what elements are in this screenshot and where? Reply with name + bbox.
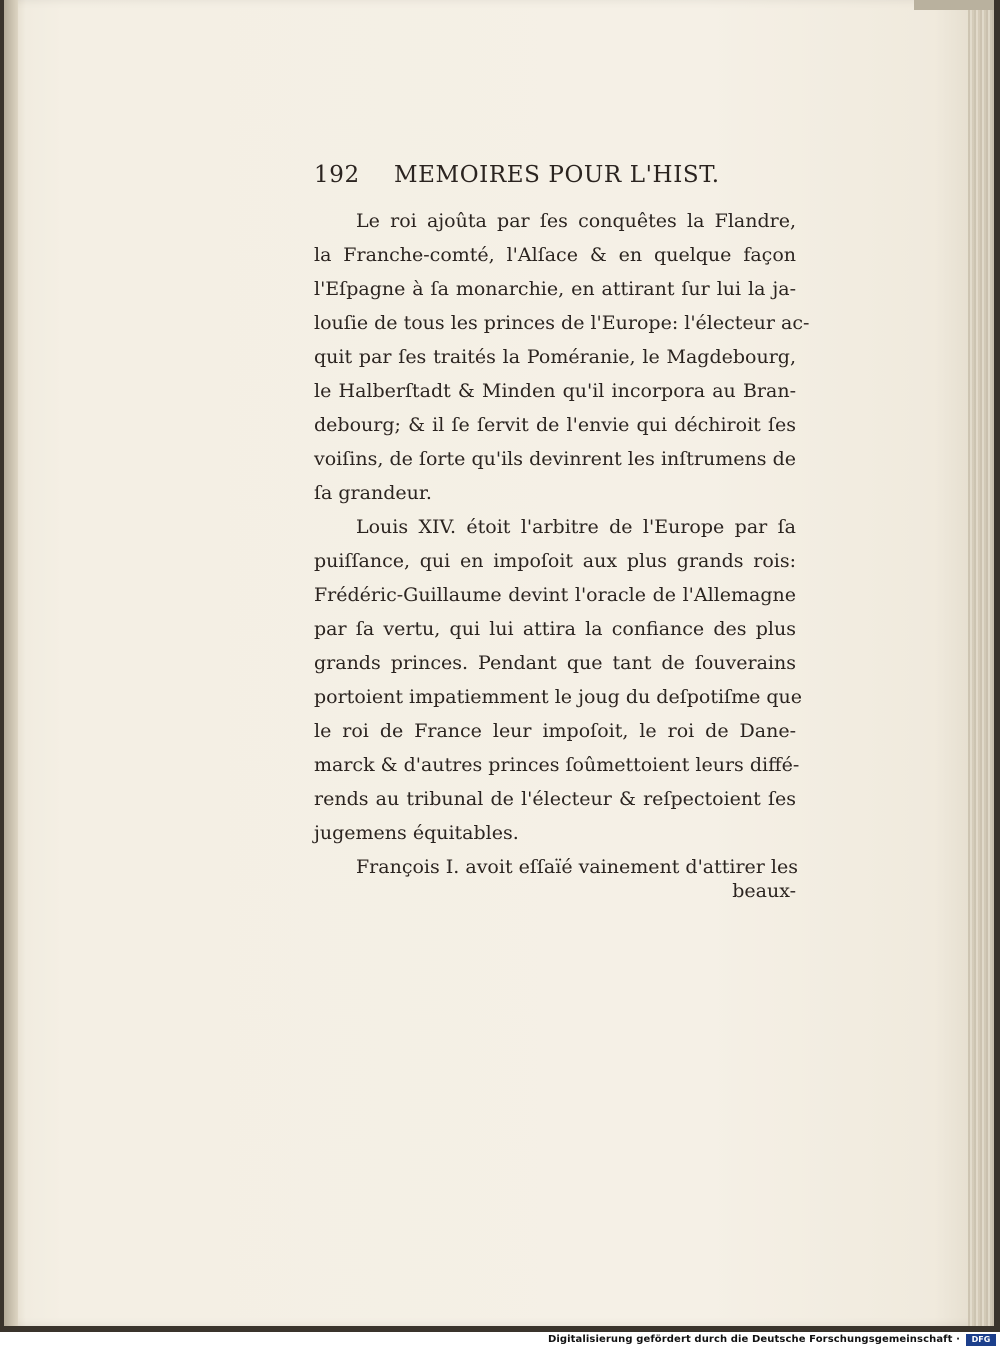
text-line: le roi de France leur impoſoit, le roi de Dane- — [314, 720, 796, 742]
text-line: ſa grandeur. — [314, 482, 432, 504]
page-gutter-edge — [4, 0, 18, 1326]
text-line: quit par ſes traités la Poméranie, le Magdebourg, — [314, 346, 796, 368]
text-line: marck & d'autres princes ſoûmettoient leurs diffé- — [314, 754, 800, 776]
digitization-footer — [0, 1332, 1000, 1349]
paragraph-1 — [314, 204, 810, 510]
text-line: le Halberſtadt & Minden qu'il incorpora au Bran- — [314, 380, 796, 402]
text-line: l'Eſpagne à ſa monarchie, en attirant ſur lui la ja- — [314, 278, 796, 300]
page-corner-shadow — [914, 0, 994, 10]
dfg-logo: DFG — [966, 1334, 996, 1346]
text-line: par ſa vertu, qui lui attira la confiance des plus — [314, 618, 796, 640]
text-line: puiſſance, qui en impoſoit aux plus grands rois: — [314, 550, 796, 572]
text-line: Frédéric-Guillaume devint l'oracle de l'Allemagne — [314, 584, 796, 606]
text-line: portoient impatiemment le joug du deſpotiſme que — [314, 686, 803, 708]
paragraph-2 — [314, 510, 803, 850]
book-page — [4, 0, 994, 1326]
running-title: MEMOIRES POUR L'HIST. — [394, 162, 720, 188]
page-number: 192 — [314, 162, 360, 188]
text-line: voiſins, de ſorte qu'ils devinrent les inſtrumens de — [314, 448, 796, 470]
body-text — [314, 204, 810, 884]
text-line: Louis XIV. étoit l'arbitre de l'Europe par ſa — [356, 516, 796, 538]
text-line: debourg; & il ſe ſervit de l'envie qui déchiroit ſes — [314, 414, 796, 436]
text-line: grands princes. Pendant que tant de ſouverains — [314, 652, 796, 674]
funding-credit: Digitalisierung gefördert durch die Deutsche Forschungsgemeinschaft · — [547, 1334, 960, 1345]
text-line: la Franche-comté, l'Alſace & en quelque façon — [314, 244, 796, 266]
text-line: Le roi ajoûta par ſes conquêtes la Flandre, — [356, 210, 796, 232]
paragraph-3 — [314, 850, 796, 884]
text-line: François I. avoit eſſaïé vainement d'attirer les — [356, 856, 798, 878]
running-header — [314, 158, 796, 198]
text-line: louſie de tous les princes de l'Europe: l'électeur ac- — [314, 312, 810, 334]
page-stack-edges — [968, 0, 994, 1326]
text-line: jugemens équitables. — [314, 822, 519, 844]
catchword: beaux- — [732, 880, 796, 902]
text-line: rends au tribunal de l'électeur & reſpectoient ſes — [314, 788, 796, 810]
